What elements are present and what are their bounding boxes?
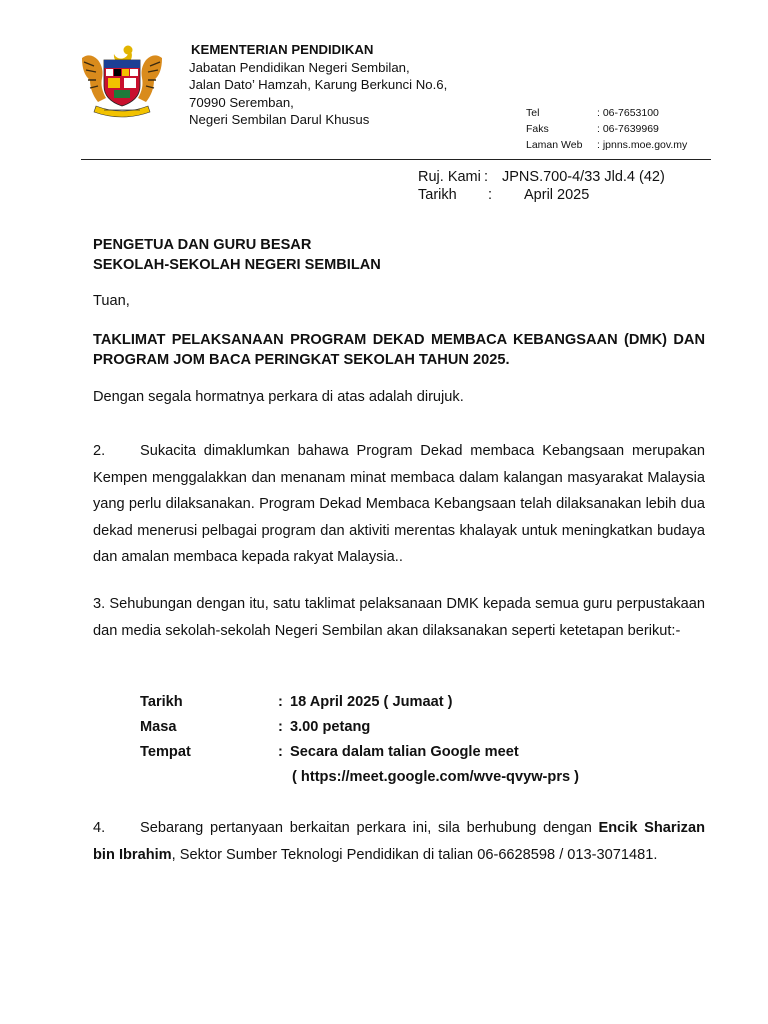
ministry-name: KEMENTERIAN PENDIDIKAN xyxy=(191,42,374,57)
detail-label: Tarikh xyxy=(140,694,183,710)
paragraph-3: 3. Sehubungan dengan itu, satu taklimat pelaksanaan DMK kepada semua guru perpustakaan dan media sekolah-sekolah Negeri Sembilan akan dilaksanakan seperti ketetapan berikut:- xyxy=(93,596,705,639)
paragraph-text: Sukacita dimaklumkan bahawa Program Dekad membaca Kebangsaan merupakan Kempen menggalakkan dan menanam minat membaca dalam kalangan masyarakat Malaysia yang perlu dilaksanakan. Program Dekad Membaca Kebangsaan telah dilaksanakan lebih dua dekad menerusi pelbagai program dan aktiviti merentas khalayak untuk meningkatkan budaya dan amalan membaca kepada rakyat Malaysia.. xyxy=(93,443,705,565)
contact-key: Laman Web xyxy=(526,139,583,151)
detail-row-time xyxy=(140,715,579,740)
address-line: 70990 Seremban, xyxy=(189,94,294,110)
addressee-line: PENGETUA DAN GURU BESAR xyxy=(93,237,312,253)
reference-row xyxy=(418,168,665,186)
contact-row-tel xyxy=(526,105,687,121)
detail-colon: : xyxy=(278,694,283,710)
date-value: April 2025 xyxy=(524,187,590,203)
paragraph-4 xyxy=(93,815,705,868)
paragraph-number: 2. xyxy=(93,443,106,459)
addressee-line: SEKOLAH-SEKOLAH NEGERI SEMBILAN xyxy=(93,257,381,273)
address-line: Negeri Sembilan Darul Khusus xyxy=(189,112,370,127)
reference-label: Ruj. Kami xyxy=(418,169,481,185)
detail-label: Masa xyxy=(140,719,177,735)
contact-key: Faks xyxy=(526,123,549,135)
contact-value: : 06-7653100 xyxy=(597,107,659,119)
contact-key: Tel xyxy=(526,107,540,119)
letterhead-address xyxy=(189,41,447,129)
reference-number: JPNS.700-4/33 Jld.4 (42) xyxy=(502,169,665,185)
coat-of-arms-icon xyxy=(74,40,170,120)
date-row xyxy=(418,186,665,204)
reference-block xyxy=(418,168,665,204)
contact-value: : 06-7639969 xyxy=(597,123,659,135)
detail-row-venue xyxy=(140,740,579,765)
contact-value: : jpnns.moe.gov.my xyxy=(597,139,688,151)
paragraph-text: , Sektor Sumber Teknologi Pendidikan di talian 06-6628598 / 013-3071481. xyxy=(171,846,658,863)
contact-row-fax xyxy=(526,121,687,137)
paragraph-text: Sebarang pertanyaan berkaitan perkara ini, sila berhubung dengan xyxy=(140,820,599,836)
detail-value: 3.00 petang xyxy=(290,719,371,735)
event-details xyxy=(140,690,579,790)
meeting-link[interactable]: ( https://meet.google.com/wve-qvyw-prs ) xyxy=(292,769,580,785)
header-divider xyxy=(81,159,711,160)
detail-value: 18 April 2025 ( Jumaat ) xyxy=(290,694,453,710)
detail-value: Secara dalam talian Google meet xyxy=(290,744,519,760)
contact-block xyxy=(526,105,687,153)
letter-subject: TAKLIMAT PELAKSANAAN PROGRAM DEKAD MEMBACA KEBANGSAAN (DMK) DAN PROGRAM JOM BACA PERINGKAT SEKOLAH TAHUN 2025. xyxy=(93,332,705,368)
address-line: Jalan Dato’ Hamzah, Karung Berkunci No.6, xyxy=(189,77,448,92)
address-line: Jabatan Pendidikan Negeri Sembilan, xyxy=(189,59,410,75)
addressee xyxy=(93,235,705,275)
reference-colon: : xyxy=(484,169,489,185)
date-label: Tarikh xyxy=(418,187,457,203)
contact-row-web xyxy=(526,137,687,153)
detail-label: Tempat xyxy=(140,744,191,760)
detail-row-date xyxy=(140,690,579,715)
paragraph-2 xyxy=(93,438,705,571)
paragraph-number: 4. xyxy=(93,820,106,836)
date-colon: : xyxy=(488,187,493,203)
contact-person-name: Encik Sharizan bin Ibrahim xyxy=(93,820,705,863)
detail-colon: : xyxy=(278,719,283,735)
opening-line: Dengan segala hormatnya perkara di atas adalah dirujuk. xyxy=(93,389,464,405)
detail-colon: : xyxy=(278,744,283,760)
salutation: Tuan, xyxy=(93,293,130,309)
